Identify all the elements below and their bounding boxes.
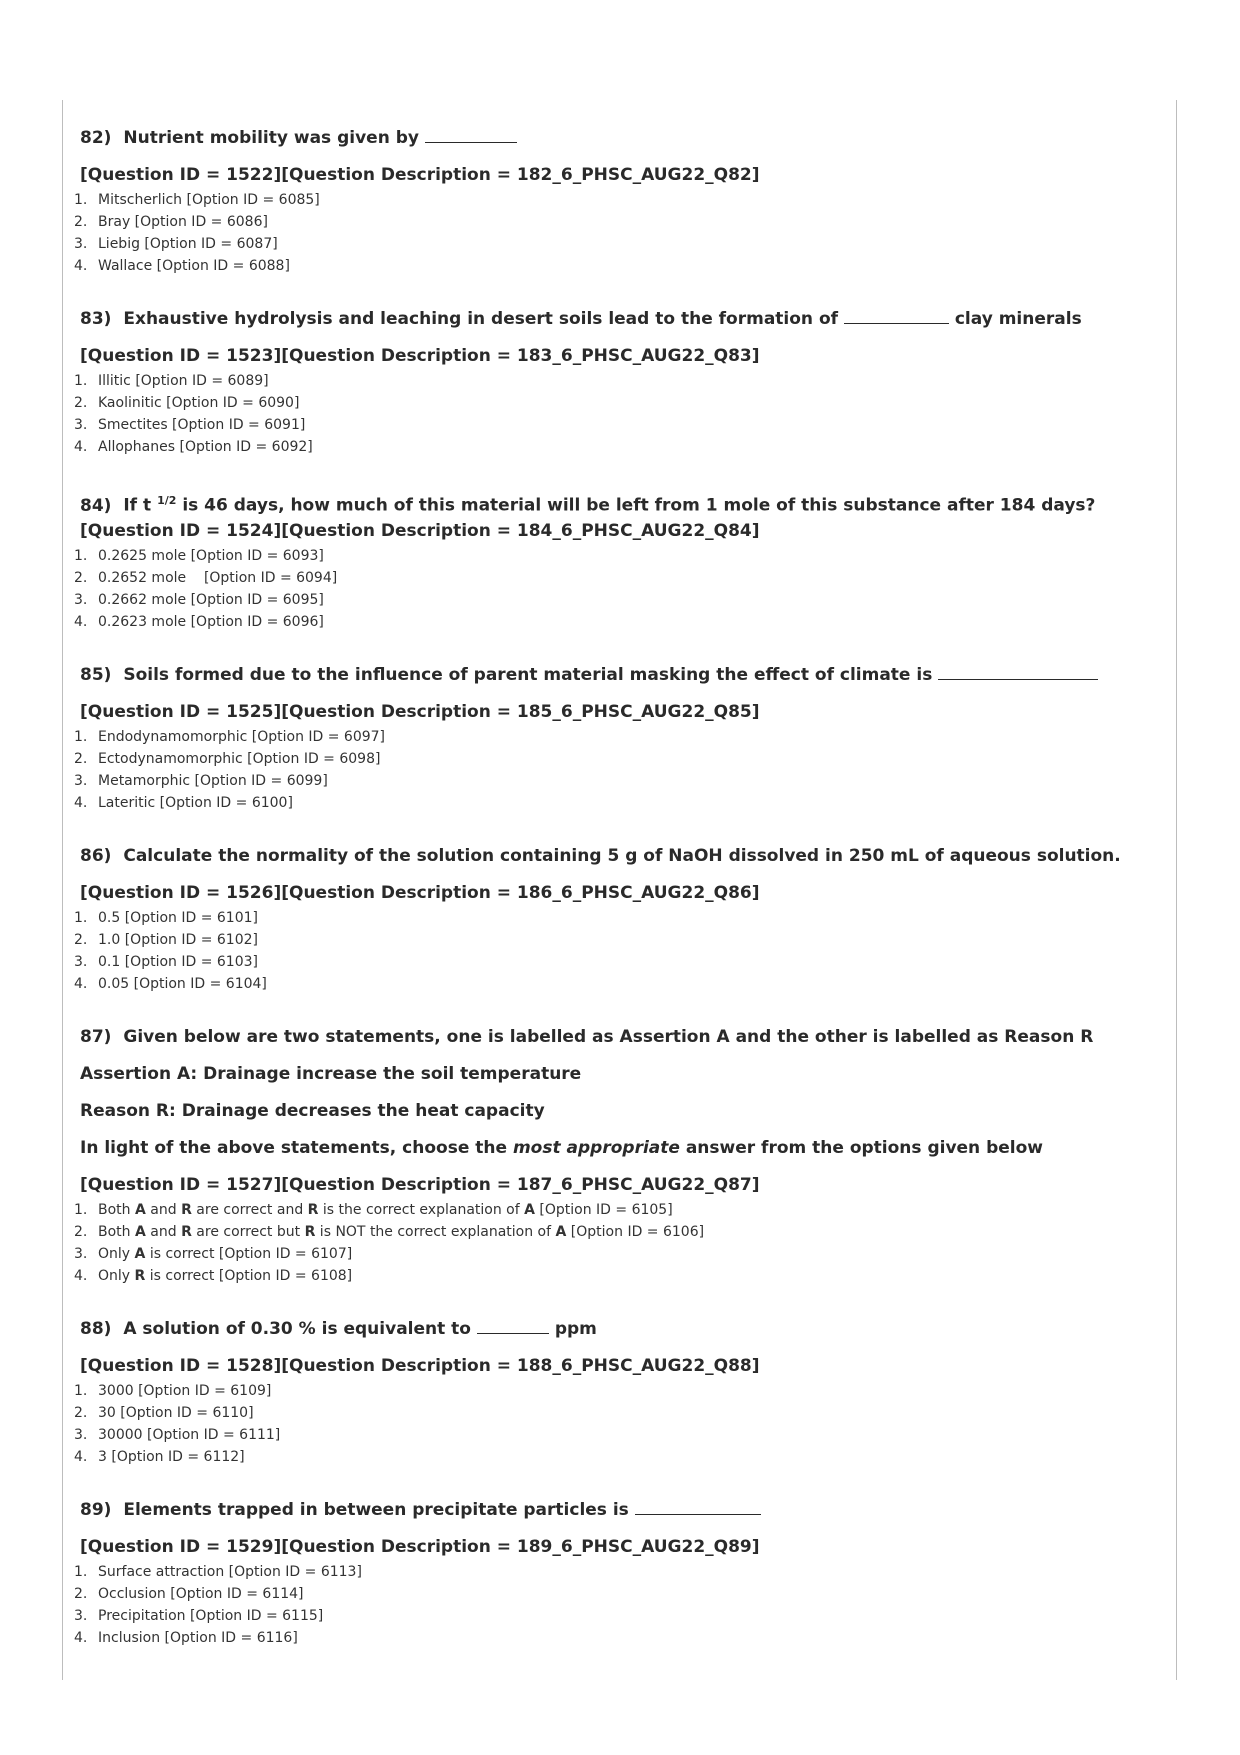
options-list	[74, 1380, 1140, 1468]
question-id-line: [Question ID = 1525][Question Description = 185_6_PHSC_AUG22_Q85]	[80, 701, 760, 722]
question-88	[74, 1317, 1140, 1468]
option-item: 1. 0.5 [Option ID = 6101]	[74, 909, 258, 926]
question-id-line: [Question ID = 1526][Question Description = 186_6_PHSC_AUG22_Q86]	[80, 882, 760, 903]
option-item: 3. Metamorphic [Option ID = 6099]	[74, 772, 328, 789]
question-id-line: [Question ID = 1527][Question Description = 187_6_PHSC_AUG22_Q87]	[80, 1174, 760, 1195]
question-id-line: [Question ID = 1529][Question Description = 189_6_PHSC_AUG22_Q89]	[80, 1536, 760, 1557]
option-item: 3. Only A is correct [Option ID = 6107]	[74, 1245, 353, 1262]
option-item: 4. Inclusion [Option ID = 6116]	[74, 1629, 298, 1646]
option-item: 4. 3 [Option ID = 6112]	[74, 1448, 245, 1465]
answer-blank	[938, 663, 1098, 680]
option-item: 4. Allophanes [Option ID = 6092]	[74, 439, 313, 455]
option-item: 4. Lateritic [Option ID = 6100]	[74, 794, 293, 811]
option-item: 2. Both A and R are correct but R is NOT the correct explanation of A [Option ID = 6106]	[74, 1223, 705, 1240]
left-border-line	[62, 100, 63, 1680]
options-list	[74, 189, 1140, 277]
option-item: 4. 0.05 [Option ID = 6104]	[74, 975, 267, 992]
option-item: 3. Liebig [Option ID = 6087]	[74, 236, 278, 252]
options-list	[74, 370, 1140, 458]
question-text: 86) Calculate the normality of the solution containing 5 g of NaOH dissolved in 250 mL of aqueous solution.	[80, 845, 1121, 866]
question-text: 89) Elements trapped in between precipitate particles is	[80, 1498, 1140, 1523]
reason-statement: Reason R: Drainage decreases the heat capacity	[80, 1100, 545, 1121]
option-item: 1. Endodynamomorphic [Option ID = 6097]	[74, 728, 386, 745]
question-text: 83) Exhaustive hydrolysis and leaching in desert soils lead to the formation of clay minerals	[80, 309, 1082, 329]
question-85	[74, 663, 1140, 814]
question-id-line: [Question ID = 1522][Question Description = 182_6_PHSC_AUG22_Q82]	[80, 165, 760, 185]
question-87	[74, 1025, 1140, 1287]
question-86	[74, 844, 1140, 995]
option-item: 3. 0.1 [Option ID = 6103]	[74, 953, 258, 970]
right-border-line	[1176, 100, 1177, 1680]
options-list	[74, 726, 1140, 814]
option-item: 1. Both A and R are correct and R is the correct explanation of A [Option ID = 6105]	[74, 1201, 673, 1218]
answer-blank	[844, 307, 949, 324]
option-item: 4. Only R is correct [Option ID = 6108]	[74, 1267, 353, 1284]
option-item: 3. 0.2662 mole [Option ID = 6095]	[74, 591, 324, 608]
option-item: 1. 3000 [Option ID = 6109]	[74, 1382, 272, 1399]
question-text: 85) Soils formed due to the influence of parent material masking the effect of climate is	[80, 663, 1140, 688]
option-item: 2. Kaolinitic [Option ID = 6090]	[74, 395, 300, 411]
option-item: 1. Illitic [Option ID = 6089]	[74, 373, 269, 389]
option-item: 1. Mitscherlich [Option ID = 6085]	[74, 192, 320, 208]
option-item: 2. Ectodynamomorphic [Option ID = 6098]	[74, 750, 381, 767]
option-item: 2. Bray [Option ID = 6086]	[74, 214, 268, 230]
option-item: 2. 30 [Option ID = 6110]	[74, 1404, 254, 1421]
question-id-line: [Question ID = 1523][Question Description = 183_6_PHSC_AUG22_Q83]	[80, 346, 760, 366]
option-item: 4. 0.2623 mole [Option ID = 6096]	[74, 613, 324, 630]
options-list	[74, 545, 1140, 633]
answer-blank	[477, 1317, 549, 1334]
option-item: 3. Precipitation [Option ID = 6115]	[74, 1607, 324, 1624]
option-item: 2. 0.2652 mole [Option ID = 6094]	[74, 569, 338, 586]
question-text: 82) Nutrient mobility was given by	[80, 126, 1140, 151]
question-82	[74, 126, 1140, 277]
options-list	[74, 1199, 1140, 1287]
question-list	[74, 126, 1140, 1649]
answer-blank	[635, 1498, 761, 1515]
option-item: 4. Wallace [Option ID = 6088]	[74, 258, 290, 274]
option-item: 3. Smectites [Option ID = 6091]	[74, 417, 306, 433]
option-item: 2. Occlusion [Option ID = 6114]	[74, 1585, 304, 1602]
assertion-statement: Assertion A: Drainage increase the soil temperature	[80, 1063, 582, 1084]
option-item: 1. 0.2625 mole [Option ID = 6093]	[74, 547, 324, 564]
options-list	[74, 907, 1140, 995]
instruction-text: In light of the above statements, choose the most appropriate answer from the options given below	[80, 1137, 1043, 1158]
question-text: 87) Given below are two statements, one is labelled as Assertion A and the other is labelled as Reason R	[80, 1026, 1094, 1047]
option-item: 3. 30000 [Option ID = 6111]	[74, 1426, 281, 1443]
question-83	[74, 307, 1140, 458]
question-text: 84) If t $^{1/2}$ is 46 days, how much of this material will be left from 1 mole of this substance after 184 days?[Question ID = 1524][Question Description = 184_6_PHSC_AUG22_Q84]	[80, 494, 1096, 541]
option-item: 2. 1.0 [Option ID = 6102]	[74, 931, 258, 948]
question-89	[74, 1498, 1140, 1649]
question-id-line: [Question ID = 1528][Question Description = 188_6_PHSC_AUG22_Q88]	[80, 1355, 760, 1376]
option-item: 1. Surface attraction [Option ID = 6113]	[74, 1563, 362, 1580]
question-text: 88) A solution of 0.30 % is equivalent to ppm	[80, 1318, 597, 1339]
question-84	[74, 488, 1140, 633]
answer-blank	[425, 126, 517, 143]
options-list	[74, 1561, 1140, 1649]
